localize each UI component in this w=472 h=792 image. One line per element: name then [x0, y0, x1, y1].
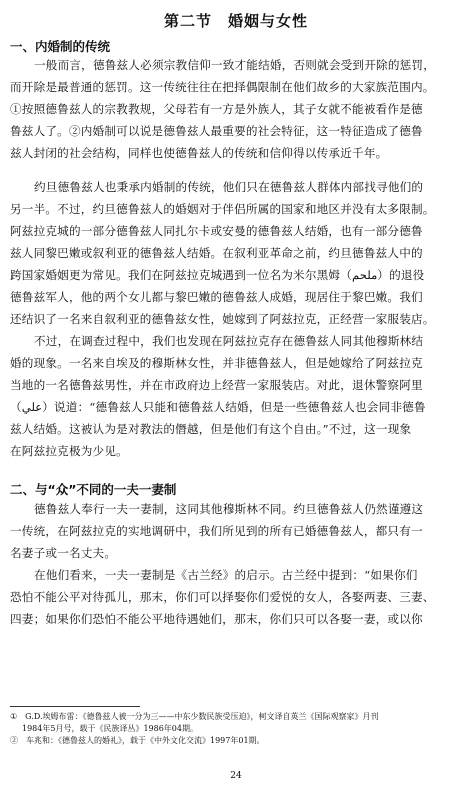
paragraph-line: 婚的现象。一名来自埃及的穆斯林女性，并非德鲁兹人，但是她嫁给了阿兹拉克 — [10, 356, 423, 370]
paragraph-line: 而开除是最普通的惩罚。这一传统往往在把择偶限制在他们故乡的大家族范围内。 — [10, 80, 435, 94]
section-title: 第二节 婚姻与女性 — [163, 12, 308, 30]
paragraph-line: 一传统，在阿兹拉克的实地调研中，我们所见到的所有已婚德鲁兹人，都只有一 — [10, 524, 423, 538]
paragraph-line: 德鲁兹人奉行一夫一妻制，这同其他穆斯林不同。约旦德鲁兹人仍然谨遵这 — [34, 502, 424, 516]
paragraph-line: ①按照德鲁兹人的宗教教规，父母若有一方是外族人，其子女就不能被看作是德 — [10, 102, 423, 116]
paragraph-line: 兹人结婚。这被认为是对教法的僭越，但是他们有这个自由。”不过，这一现象 — [10, 422, 412, 436]
page-number: 24 — [230, 771, 242, 781]
footnote: 1984年5月号，载于《民族译丛》1986年04期。 — [22, 724, 198, 733]
paragraph-line: 兹人同黎巴嫩或叙利亚的德鲁兹人结婚。在叙利亚革命之前，约旦德鲁兹人中的 — [10, 246, 423, 260]
paragraph-line: 鲁兹人了。②内婚制可以说是德鲁兹人最重要的社会特征，这一特征造成了德鲁 — [10, 124, 423, 138]
paragraph-line: 名妻子或一名丈夫。 — [10, 546, 117, 560]
paragraph-line: 恐怕不能公平对待孤儿，那末，你们可以择娶你们爱悦的女人，各娶两妻、三妻、 — [10, 590, 435, 604]
paragraph-line: 在阿兹拉克极为少见。 — [10, 444, 128, 458]
paragraph-line: 跨国家婚姻更为常见。我们在阿兹拉克城遇到一位名为米尔黑姆（ملحم）的退役 — [10, 268, 425, 282]
footnote: ① G.D.埃姆布雷：《德鲁兹人被一分为三——中东少数民族受压迫》，柯文译自英兰《国际观察家》月刊 — [10, 712, 379, 721]
paragraph-line: 一般而言，德鲁兹人必须宗教信仰一致才能结婚，否则就会受到开除的惩罚， — [34, 58, 435, 72]
subsection-heading-2: 二、与“众”不同的一夫一妻制 — [10, 482, 177, 497]
paragraph-line: 在他们看来，一夫一妻制是《古兰经》的启示。古兰经中提到：“如果你们 — [34, 568, 418, 582]
paragraph-line: 兹人封闭的社会结构，同样也使德鲁兹人的传统和信仰得以传承近千年。 — [10, 146, 388, 160]
subsection-heading-1: 一、内婚制的传统 — [10, 39, 111, 54]
footnote: ② 车兆和：《德鲁兹人的婚礼》，载于《中外文化交流》1997年01期。 — [10, 736, 265, 745]
paragraph-line: 当地的一名德鲁兹男性，并在市政府边上经营一家服装店。对此，退休警察阿里 — [10, 378, 423, 392]
paragraph-line: 阿兹拉克城的一部分德鲁兹人同扎尔卡或安曼的德鲁兹人结婚，也有一部分德鲁 — [10, 224, 423, 238]
paragraph-line: 还结识了一名来自叙利亚的德鲁兹女性，她嫁到了阿兹拉克，正经营一家服装店。 — [10, 312, 435, 326]
footnote-divider — [10, 706, 140, 707]
paragraph-line: 不过，在调查过程中，我们也发现在阿兹拉克存在德鲁兹人同其他穆斯林结 — [34, 334, 424, 348]
paragraph-line: （علي）说道：“德鲁兹人只能和德鲁兹人结婚，但是一些德鲁兹人也会同非德鲁 — [10, 400, 426, 414]
paragraph-line: 另一半。不过，约旦德鲁兹人的婚姻对于伴侣所属的国家和地区并没有太多限制。 — [10, 202, 435, 216]
paragraph-line: 约旦德鲁兹人也秉承内婚制的传统，他们只在德鲁兹人群体内部找寻他们的 — [34, 180, 424, 194]
paragraph-line: 德鲁兹军人，他的两个女儿都与黎巴嫩的德鲁兹人成婚，现居住于黎巴嫩。我们 — [10, 290, 423, 304]
paragraph-line: 四妻；如果你们恐怕不能公平地待遇她们，那末，你们只可以各娶一妻，或以你 — [10, 612, 423, 626]
